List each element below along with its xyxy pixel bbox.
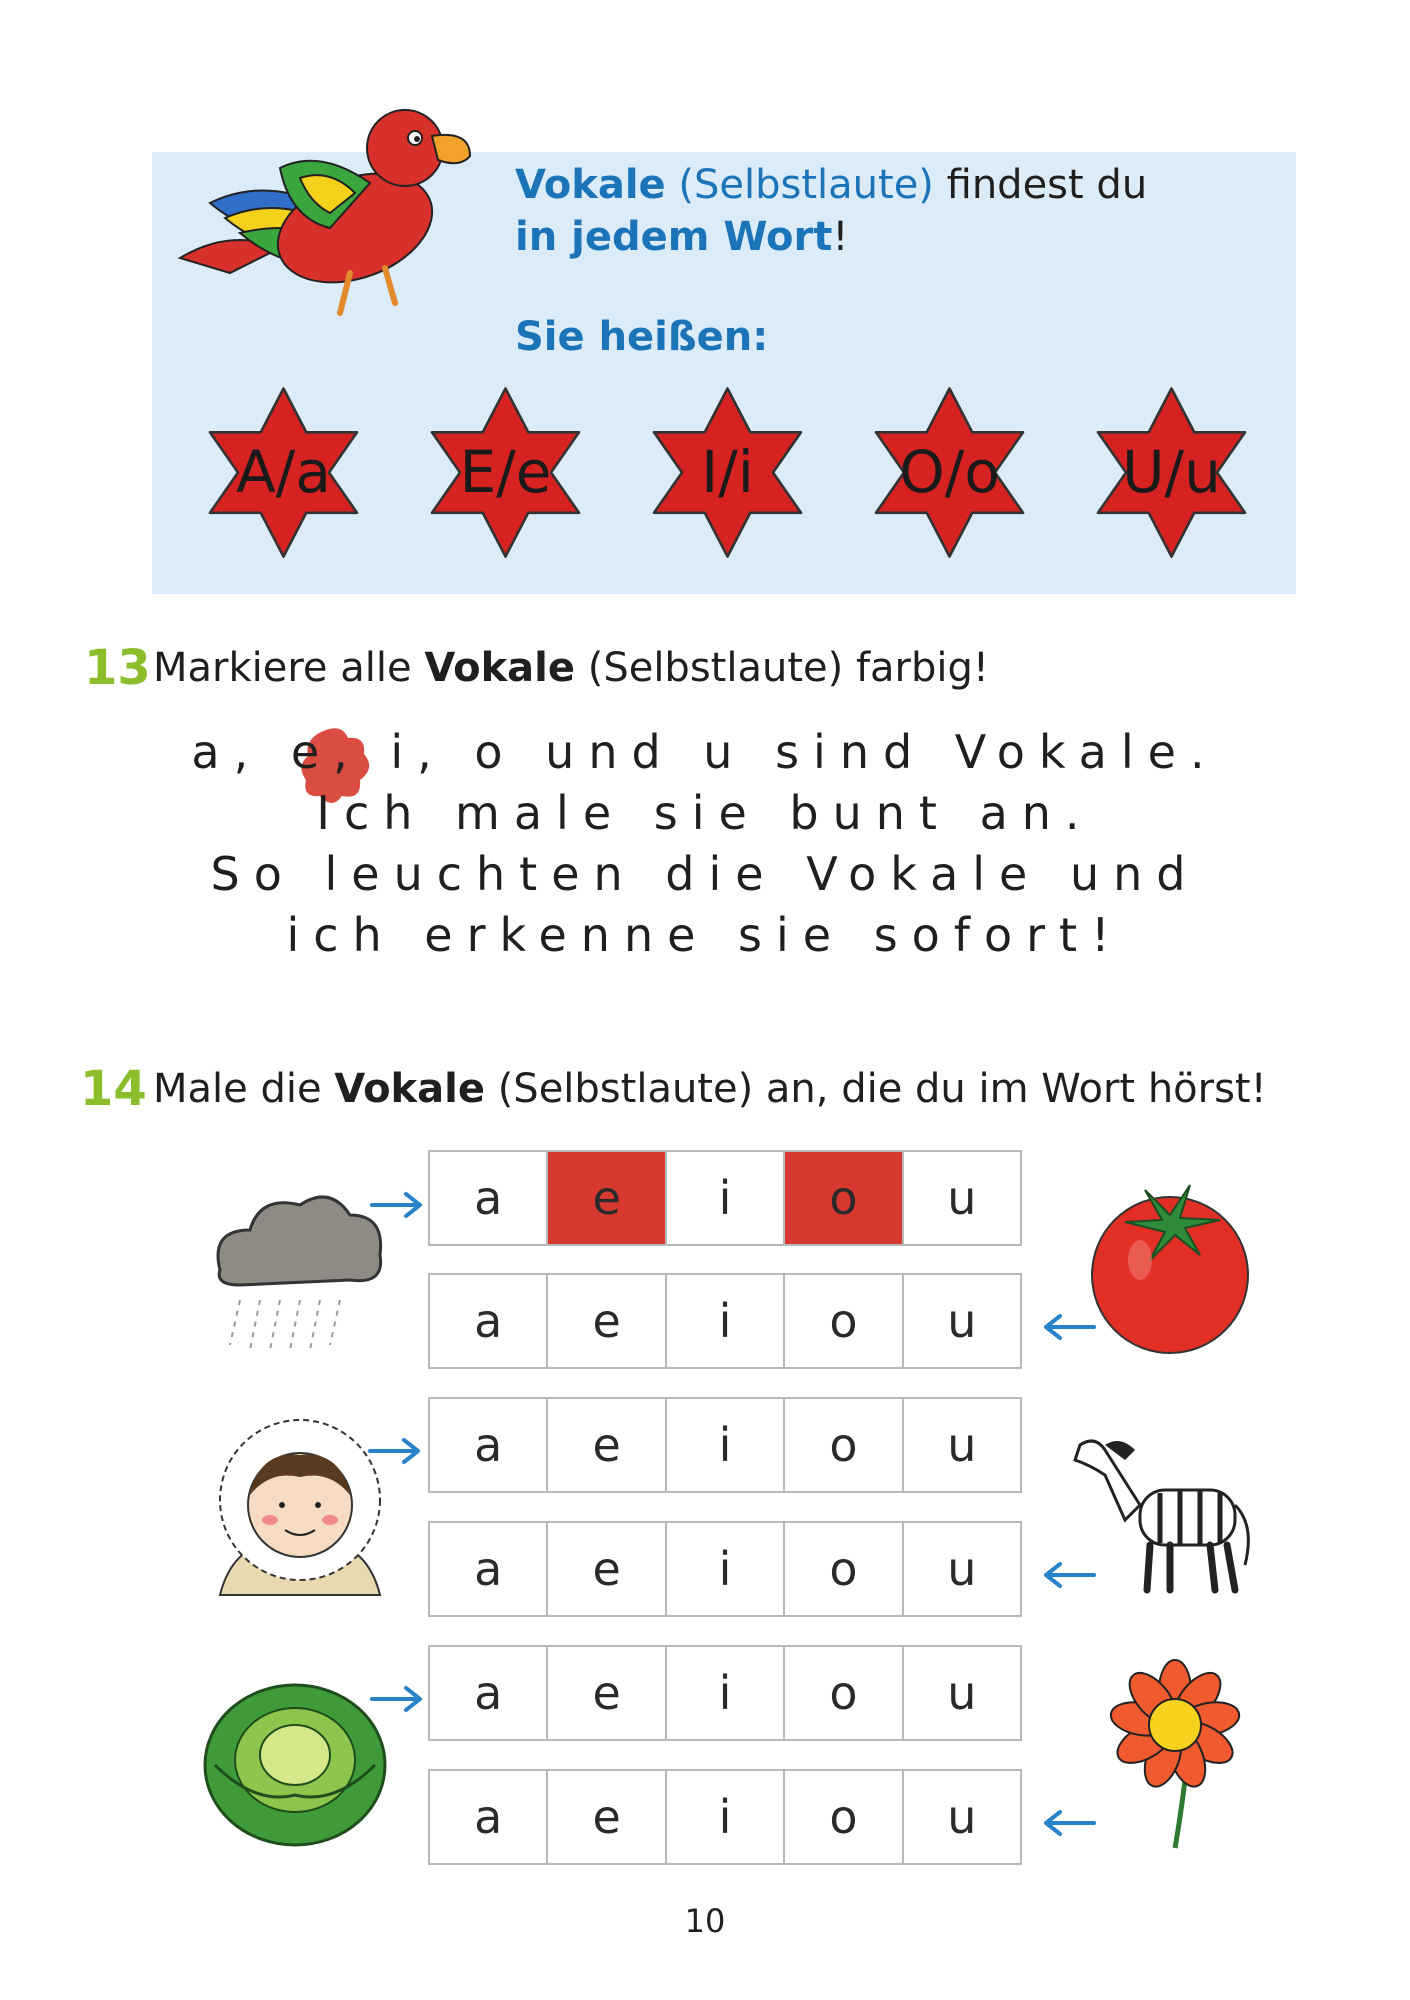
arrow-left-icon bbox=[1040, 1310, 1098, 1344]
info-exclamation: ! bbox=[832, 214, 849, 260]
vowel-cell[interactable]: u bbox=[947, 1790, 977, 1844]
vowel-cell[interactable]: e bbox=[548, 1771, 666, 1863]
vowel-cell[interactable]: e bbox=[548, 1523, 666, 1615]
cabbage-icon bbox=[195, 1655, 395, 1855]
arrow-right-icon bbox=[366, 1434, 424, 1468]
parrot-icon bbox=[170, 108, 480, 328]
poem bbox=[100, 722, 1310, 966]
vowel-label: I/i bbox=[701, 438, 754, 506]
vowel-grid-row-3 bbox=[428, 1397, 1022, 1493]
vowel-star-o bbox=[862, 385, 1037, 560]
vowel-star-i bbox=[640, 385, 815, 560]
poem-line: a, e, i, o und u sind Vokale. bbox=[191, 725, 1219, 779]
vowel-cell[interactable]: u bbox=[947, 1666, 977, 1720]
vowel-cell[interactable]: i bbox=[667, 1523, 785, 1615]
vowel-grid-row-5 bbox=[428, 1645, 1022, 1741]
vowel-cell[interactable]: u bbox=[947, 1294, 977, 1348]
tomato-icon bbox=[1070, 1160, 1270, 1360]
task-13-text-after: (Selbstlaute) farbig! bbox=[575, 645, 989, 691]
vowel-cell[interactable]: a bbox=[430, 1771, 548, 1863]
poem-line: Ich male sie bunt an. bbox=[316, 786, 1094, 840]
vowel-cell[interactable]: a bbox=[430, 1275, 548, 1367]
task-13-bold: Vokale bbox=[424, 645, 575, 691]
vowel-grid-row-4 bbox=[428, 1521, 1022, 1617]
vowel-grid-row-2 bbox=[428, 1273, 1022, 1369]
vowel-star-e bbox=[418, 385, 593, 560]
poem-line: So leuchten die Vokale und bbox=[210, 847, 1200, 901]
vowel-grid-row-1 bbox=[428, 1150, 1022, 1246]
vowel-cell[interactable]: o bbox=[785, 1523, 903, 1615]
vowel-cell[interactable]: o bbox=[785, 1152, 903, 1244]
task-14-text-after: (Selbstlaute) an, die du im Wort hörst! bbox=[484, 1066, 1267, 1112]
arrow-right-icon bbox=[368, 1188, 426, 1222]
vowel-grid-row-6 bbox=[428, 1769, 1022, 1865]
info-selbstlaute: (Selbstlaute) bbox=[678, 162, 934, 208]
arrow-left-icon bbox=[1040, 1806, 1098, 1840]
vowel-cell[interactable]: u bbox=[947, 1542, 977, 1596]
vowel-cell[interactable]: i bbox=[667, 1399, 785, 1491]
info-vokale: Vokale bbox=[515, 162, 666, 208]
vowel-cell[interactable]: e bbox=[548, 1152, 666, 1244]
info-sie-heissen: Sie heißen: bbox=[515, 314, 769, 360]
vowel-cell[interactable]: e bbox=[548, 1275, 666, 1367]
task-13-text-before: Markiere alle bbox=[153, 645, 425, 691]
arrow-left-icon bbox=[1040, 1558, 1098, 1592]
task-13-instruction bbox=[153, 645, 989, 691]
vowel-cell[interactable]: u bbox=[947, 1418, 977, 1472]
vowel-cell[interactable]: a bbox=[430, 1399, 548, 1491]
page-number: 10 bbox=[684, 1902, 726, 1940]
vowel-cell[interactable]: i bbox=[667, 1771, 785, 1863]
vowel-cell[interactable]: o bbox=[785, 1275, 903, 1367]
task-14-text-before: Male die bbox=[153, 1066, 335, 1112]
vowel-label: O/o bbox=[899, 438, 1000, 506]
vowel-cell[interactable]: i bbox=[667, 1647, 785, 1739]
vowel-cell[interactable]: e bbox=[548, 1399, 666, 1491]
vowel-cell[interactable]: a bbox=[430, 1152, 548, 1244]
task-13-number: 13 bbox=[84, 640, 151, 696]
vowel-label: E/e bbox=[459, 438, 552, 506]
vowel-cell[interactable]: u bbox=[947, 1171, 977, 1225]
vowel-cell[interactable]: o bbox=[785, 1771, 903, 1863]
vowel-cell[interactable]: a bbox=[430, 1647, 548, 1739]
info-in-jedem-wort: in jedem Wort bbox=[515, 214, 833, 260]
vowel-star-a bbox=[196, 385, 371, 560]
vowel-label: U/u bbox=[1122, 438, 1221, 506]
poem-line: ich erkenne sie sofort! bbox=[286, 908, 1124, 962]
flower-icon bbox=[1075, 1650, 1275, 1850]
vowel-cell[interactable]: i bbox=[667, 1152, 785, 1244]
vowel-cell[interactable]: i bbox=[667, 1275, 785, 1367]
task-14-bold: Vokale bbox=[334, 1066, 485, 1112]
info-findest: findest du bbox=[933, 162, 1148, 208]
arrow-right-icon bbox=[368, 1682, 426, 1716]
vowel-cell[interactable]: o bbox=[785, 1399, 903, 1491]
info-text-line2 bbox=[515, 212, 848, 262]
info-text-line1 bbox=[515, 160, 1147, 210]
vowel-star-u bbox=[1084, 385, 1259, 560]
vowel-cell[interactable]: o bbox=[785, 1647, 903, 1739]
vowel-cell[interactable]: a bbox=[430, 1523, 548, 1615]
task-14-number: 14 bbox=[80, 1061, 147, 1117]
task-14-instruction bbox=[153, 1066, 1267, 1112]
vowel-cell[interactable]: e bbox=[548, 1647, 666, 1739]
vowel-label: A/a bbox=[236, 438, 331, 506]
